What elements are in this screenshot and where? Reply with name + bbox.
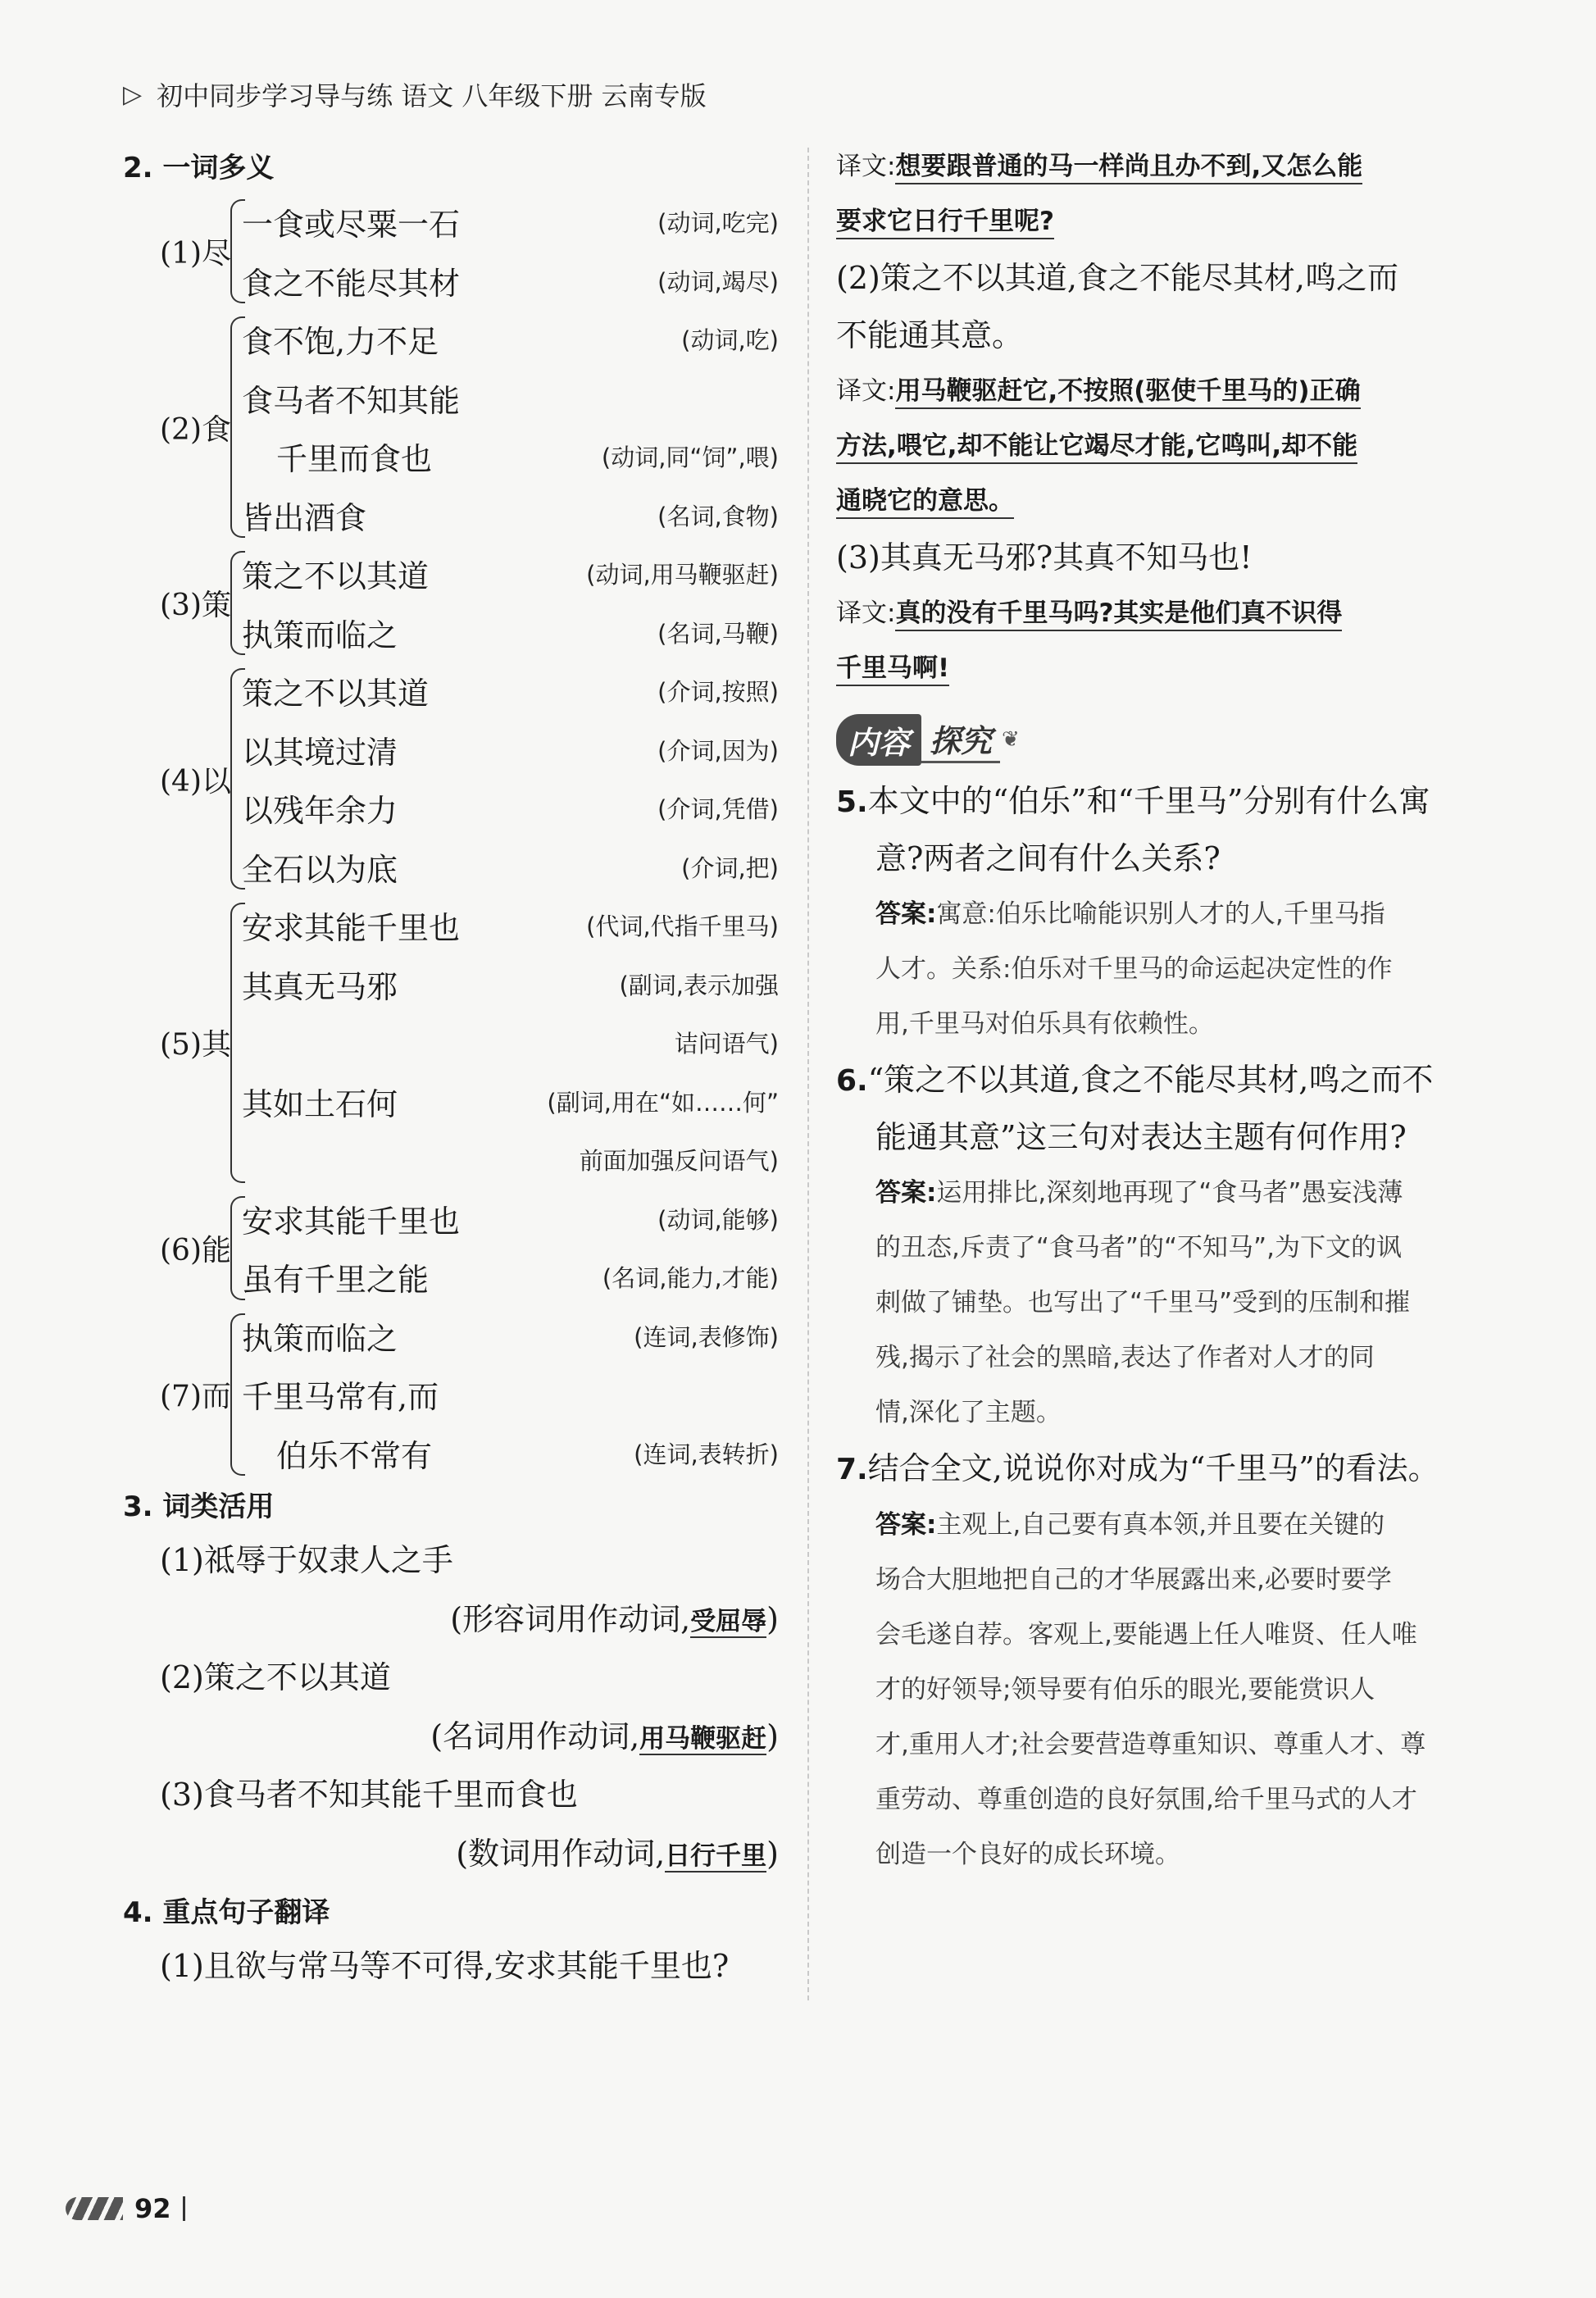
answer-text: 运用排比,深刻地再现了“食马者”愚妄浅薄: [936, 1178, 1403, 1208]
example-row: [242, 193, 779, 252]
example-sentence: 千里而食也: [276, 441, 433, 478]
example-sentence: 其真无马邪: [242, 968, 398, 1005]
answer-line: [836, 997, 1496, 1052]
example-row: [242, 896, 779, 955]
group-items: [242, 193, 779, 310]
polysemy-group: [160, 896, 779, 1190]
polysemy-group: [160, 662, 779, 896]
group-items: [242, 896, 779, 1190]
example-sentence: 皆出酒食: [242, 499, 367, 536]
translation-text-line: 要求它日行千里呢?: [836, 207, 1054, 239]
example-sentence: 其如土石何: [242, 1085, 398, 1122]
example-row: [242, 1307, 779, 1366]
answer-line: [836, 1276, 1496, 1331]
group-label: (1)尽: [160, 237, 231, 271]
example-sentence: 一食或尽粟一石: [242, 207, 461, 243]
brace-icon: [230, 903, 245, 1183]
polysemy-group: [160, 1307, 779, 1483]
translation-question-2-line: (2)策之不以其道,食之不能尽其材,鸣之而: [836, 260, 1398, 296]
answer-line: [836, 887, 1496, 942]
answer-line: [836, 1663, 1496, 1718]
question-block: [836, 773, 1496, 1052]
usage-note-part: 受屈辱: [690, 1606, 767, 1636]
group-items: [242, 544, 779, 662]
translation-text-line: 想要跟普通的马一样尚且办不到,又怎么能: [895, 152, 1362, 184]
translation-text-line: 用马鞭驱赶它,不按照(驱使千里马的)正确: [895, 376, 1360, 409]
translation-answer-3-cont: [836, 641, 1496, 696]
answer-text: 创造一个良好的成长环境。: [875, 1840, 1180, 1869]
translation-answer-1-cont: [836, 194, 1496, 249]
translation-text-line: 真的没有千里马吗?其实是他们真不识得: [895, 598, 1342, 631]
translation-text-line: 通晓它的意思。: [836, 486, 1014, 519]
section-title-polysemy: 2. 一词多义: [123, 152, 275, 184]
polysemy-group: [160, 310, 779, 544]
usage-note: [160, 1708, 779, 1767]
answer-text: 刺做了铺垫。也写出了“千里马”受到的压制和摧: [875, 1288, 1411, 1317]
answer-line: [836, 1718, 1496, 1772]
question-number: 5.: [836, 785, 868, 819]
answer-label: 答案:: [875, 1510, 937, 1540]
gloss: (动词,竭尽): [657, 267, 779, 296]
usage-note-part: ): [766, 1835, 779, 1872]
gloss: (动词,同“饲”,喂): [601, 444, 779, 472]
page-footer: [66, 2193, 185, 2224]
usage-note-part: (形容词用作动词,: [450, 1600, 691, 1637]
header-title: 初中同步学习导与练 语文 八年级下册 云南专版: [157, 80, 707, 111]
translation-answer-1: [836, 139, 1496, 194]
example-sentence: 策之不以其道: [242, 558, 430, 595]
example-row: [242, 252, 779, 311]
answer-text: 用,千里马对伯乐具有依赖性。: [875, 1009, 1214, 1039]
example-row: [242, 544, 779, 603]
answer-label: 答案:: [875, 899, 937, 929]
brace-icon: [230, 1196, 245, 1300]
example-sentence: 以残年余力: [242, 793, 398, 830]
answer-text: 情,深化了主题。: [875, 1398, 1062, 1427]
answer-text: 残,揭示了社会的黑暗,表达了作者对人才的同: [875, 1343, 1375, 1372]
brace-icon: [230, 1313, 245, 1477]
answer-label: 答案:: [875, 1178, 937, 1208]
group-items: [242, 310, 779, 544]
question-line: 能通其意”这三句对表达主题有何作用?: [875, 1119, 1407, 1155]
example-row: [242, 369, 779, 428]
gloss: (名词,能力,才能): [602, 1264, 779, 1293]
right-column: [836, 139, 1496, 1882]
section-badge-content-inquiry: [836, 714, 1020, 765]
group-label: (6)能: [160, 1233, 231, 1267]
gloss: (代词,代指千里马): [586, 912, 779, 941]
question-text: [836, 1052, 1496, 1166]
badge-part-2: 探究: [921, 716, 1000, 763]
example-sentence: 安求其能千里也: [242, 910, 461, 947]
answer-line: [836, 1386, 1496, 1440]
play-triangle-icon: ▷: [123, 80, 143, 109]
example-row: [242, 310, 779, 369]
translation-question-2-line: 不能通其意。: [836, 317, 1024, 353]
gloss: (动词,用马鞭驱赶): [586, 561, 779, 589]
example-row: [242, 1072, 779, 1131]
question-line: 意?两者之间有什么关系?: [875, 840, 1221, 876]
answer-line: [836, 1553, 1496, 1608]
page-header: [123, 75, 707, 113]
gloss: (动词,吃完): [657, 209, 779, 238]
question-line: 结合全文,说说你对成为“千里马”的看法。: [867, 1450, 1439, 1486]
answer-text: 才,重用人才;社会要营造尊重知识、尊重人才、尊: [875, 1730, 1426, 1759]
translation-question-3: (3)其真无马邪?其真不知马也!: [836, 539, 1253, 576]
example-row: [242, 427, 779, 486]
word-class-list: [160, 1531, 779, 1883]
answer-text: 才的好领导;领导要有伯乐的眼光,要能赏识人: [875, 1675, 1375, 1704]
usage-note: [160, 1825, 779, 1884]
answer-line: [836, 1331, 1496, 1386]
gloss: (副词,表示加强: [619, 971, 779, 999]
answer-text: 的丑态,斥责了“食马者”的“不知马”,为下文的讽: [875, 1233, 1402, 1263]
answer-line: [836, 1772, 1496, 1827]
question-number: 7.: [836, 1453, 868, 1486]
example-sentence: 策之不以其道: [242, 676, 430, 712]
translation-text-line: 方法,喂它,却不能让它竭尽才能,它鸣叫,却不能: [836, 431, 1357, 464]
gloss: (介词,凭借): [657, 795, 779, 824]
brace-icon: [230, 316, 245, 538]
brace-icon: [230, 551, 245, 655]
example-row: [242, 1013, 779, 1072]
group-label: (7)而: [160, 1380, 231, 1414]
translation-answer-3: [836, 586, 1496, 641]
example-sentence: 全石以为底: [242, 851, 398, 888]
group-label: (5)其: [160, 1028, 231, 1063]
answer-text: 寓意:伯乐比喻能识别人才的人,千里马指: [936, 899, 1385, 929]
translation-label: 译文:: [836, 152, 896, 181]
gloss: (动词,吃): [681, 326, 779, 355]
footer-bar: [183, 2196, 185, 2221]
example-sentence: 执策而临之: [242, 617, 398, 653]
answer-line: [836, 1498, 1496, 1553]
question-number: 6.: [836, 1064, 868, 1098]
group-items: [242, 1190, 779, 1307]
usage-note-part: 日行千里: [665, 1841, 767, 1871]
badge-part-1: 内容: [836, 714, 921, 766]
translation-question-1: (1)且欲与常马等不可得,安求其能千里也?: [160, 1948, 730, 1984]
answer-line: [836, 942, 1496, 997]
question-list: [836, 773, 1496, 1882]
page-number: 92: [134, 2193, 171, 2224]
answer-line: [836, 1608, 1496, 1663]
usage-example: (2)策之不以其道: [160, 1659, 391, 1695]
gloss: (连词,表修饰): [634, 1322, 779, 1351]
translation-label: 译文:: [836, 376, 896, 406]
question-text: [836, 1440, 1496, 1498]
usage-note: [160, 1590, 779, 1650]
example-sentence: 食不饱,力不足: [242, 324, 439, 361]
gloss: (名词,食物): [657, 502, 779, 530]
answer-text: 主观上,自己要有真本领,并且要在关键的: [936, 1510, 1385, 1540]
stripe-decoration-icon: [66, 2197, 123, 2220]
polysemy-group: [160, 193, 779, 310]
section-title-translation: 4. 重点句子翻译: [123, 1896, 330, 1929]
section-title-word-class: 3. 词类活用: [123, 1490, 275, 1523]
group-label: (2)食: [160, 412, 231, 447]
question-text: [836, 773, 1496, 887]
group-label: (4)以: [160, 764, 231, 799]
leaf-icon: ❦: [1002, 727, 1020, 752]
usage-example: (1)祗辱于奴隶人之手: [160, 1542, 453, 1578]
group-items: [242, 1307, 779, 1483]
usage-example: (3)食马者不知其能千里而食也: [160, 1777, 578, 1813]
polysemy-groups: [123, 193, 779, 1482]
example-sentence: 伯乐不常有: [276, 1437, 433, 1474]
example-sentence: 食之不能尽其材: [242, 265, 461, 302]
example-sentence: 安求其能千里也: [242, 1203, 461, 1240]
example-row: [242, 1190, 779, 1249]
gloss: (介词,把): [681, 853, 779, 882]
translation-answer-2-cont: [836, 474, 1496, 529]
answer-text: 会毛遂自荐。客观上,要能遇上任人唯贤、任人唯: [875, 1620, 1417, 1650]
answer-text: 重劳动、尊重创造的良好氛围,给千里马式的人才: [875, 1785, 1417, 1814]
translation-text-line: 千里马啊!: [836, 653, 949, 686]
example-row: [242, 486, 779, 545]
usage-note-part: ): [766, 1718, 779, 1754]
example-sentence: 虽有千里之能: [242, 1262, 430, 1299]
column-divider: [807, 148, 809, 2000]
brace-icon: [230, 199, 245, 303]
example-row: [242, 721, 779, 780]
example-row: [242, 838, 779, 897]
gloss: 诘问语气): [674, 1030, 779, 1058]
example-row: [242, 1248, 779, 1307]
answer-line: [836, 1166, 1496, 1221]
question-line: “策之不以其道,食之不能尽其材,鸣之而不: [867, 1062, 1434, 1098]
answer-text: 人才。关系:伯乐对千里马的命运起决定性的作: [875, 954, 1393, 984]
brace-icon: [230, 668, 245, 890]
example-sentence: 千里马常有,而: [242, 1379, 439, 1416]
gloss: 前面加强反问语气): [579, 1147, 779, 1176]
answer-text: 场合大胆地把自己的才华展露出来,必要时要学: [875, 1565, 1392, 1595]
example-row: [242, 1131, 779, 1190]
example-row: [242, 779, 779, 838]
usage-note-part: ): [766, 1600, 779, 1637]
group-label: (3)策: [160, 589, 231, 622]
gloss: (介词,因为): [657, 736, 779, 765]
left-column: [123, 143, 779, 1996]
gloss: (副词,用在“如……何”: [547, 1088, 779, 1117]
example-row: [242, 955, 779, 1014]
usage-note-part: 用马鞭驱赶: [639, 1723, 767, 1754]
example-sentence: 执策而临之: [242, 1320, 398, 1357]
usage-note-part: (名词用作动词,: [430, 1718, 640, 1754]
question-block: [836, 1440, 1496, 1882]
example-row: [242, 603, 779, 662]
gloss: (动词,能够): [657, 1205, 779, 1234]
translation-answer-2: [836, 364, 1496, 419]
polysemy-group: [160, 1190, 779, 1307]
group-items: [242, 662, 779, 896]
question-block: [836, 1052, 1496, 1440]
example-row: [242, 662, 779, 721]
polysemy-group: [160, 544, 779, 662]
gloss: (连词,表转折): [634, 1440, 779, 1468]
gloss: (介词,按照): [657, 678, 779, 707]
translation-label: 译文:: [836, 598, 896, 628]
example-sentence: 食马者不知其能: [242, 382, 461, 419]
example-row: [242, 1424, 779, 1483]
example-row: [242, 1365, 779, 1424]
question-line: 本文中的“伯乐”和“千里马”分别有什么寓: [867, 783, 1430, 819]
gloss: (名词,马鞭): [657, 619, 779, 648]
usage-note-part: (数词用作动词,: [456, 1835, 666, 1872]
translation-answer-2-cont: [836, 419, 1496, 474]
example-sentence: 以其境过清: [242, 734, 398, 771]
answer-line: [836, 1221, 1496, 1276]
answer-line: [836, 1827, 1496, 1882]
